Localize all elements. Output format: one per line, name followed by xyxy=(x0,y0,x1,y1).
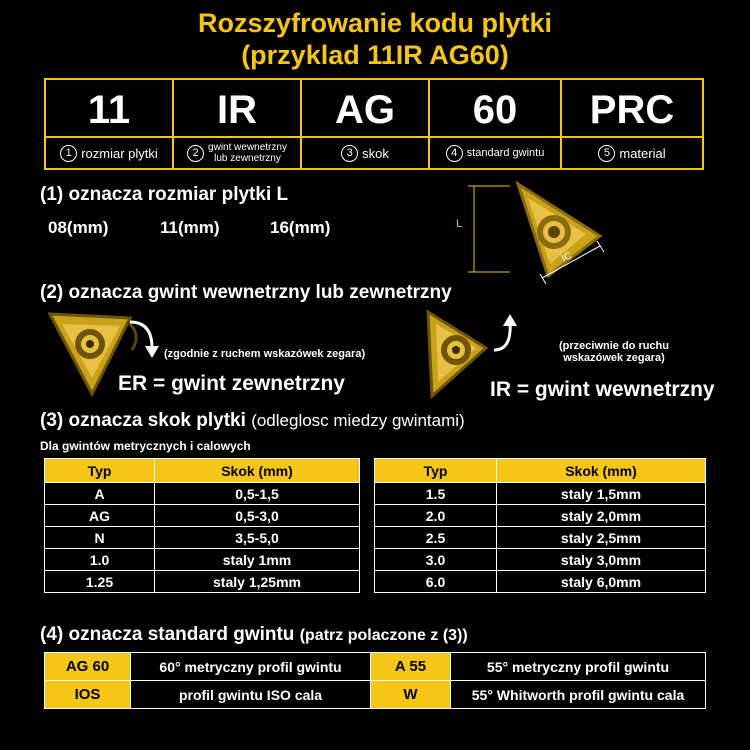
pitch-cell: staly 1,25mm xyxy=(155,571,360,593)
table-row xyxy=(45,483,360,505)
er-label: ER = gwint zewnetrzny xyxy=(118,372,345,395)
pitch-cell: staly 2,0mm xyxy=(497,505,706,527)
type-cell: 3.0 xyxy=(375,549,497,571)
code-size-value: 11 xyxy=(46,80,172,138)
pitch-cell: staly 3,0mm xyxy=(497,549,706,571)
number-circle-icon: 5 xyxy=(598,145,615,162)
ir-note-line2: wskazówek zegara) xyxy=(563,352,665,364)
size-11: 11(mm) xyxy=(160,218,220,237)
code-breakdown-table xyxy=(44,78,704,170)
type-cell: 1.25 xyxy=(45,571,155,593)
code-cell-size xyxy=(46,80,174,168)
code-direction-label xyxy=(174,138,300,168)
pitch-cell: staly 1mm xyxy=(155,549,360,571)
number-circle-icon: 4 xyxy=(446,145,463,162)
section4-heading-suffix: (patrz polaczone z (3)) xyxy=(299,627,468,644)
table-row xyxy=(45,571,360,593)
type-cell: N xyxy=(45,527,155,549)
table-row xyxy=(375,505,706,527)
thread-standard-table xyxy=(44,652,706,709)
pitch-cell: 3,5-5,0 xyxy=(155,527,360,549)
table-row xyxy=(45,681,706,709)
size-08: 08(mm) xyxy=(48,218,109,237)
col-header-type: Typ xyxy=(375,459,497,483)
table-row xyxy=(45,505,360,527)
standard-code-cell: W xyxy=(371,681,451,709)
table-row xyxy=(375,483,706,505)
section3-heading xyxy=(40,410,465,432)
insert-dimension-diagram xyxy=(450,176,620,288)
type-cell: 1.5 xyxy=(375,483,497,505)
pitch-table-right xyxy=(374,458,706,593)
standard-desc-cell: 60° metryczny profil gwintu xyxy=(131,653,371,681)
section3-heading-suffix: (odleglosc miedzy gwintami) xyxy=(251,411,465,430)
pitch-cell: 0,5-1,5 xyxy=(155,483,360,505)
code-cell-pitch xyxy=(302,80,430,168)
standard-code-cell: IOS xyxy=(45,681,131,709)
table-header-row xyxy=(375,459,706,483)
code-pitch-value: AG xyxy=(302,80,428,138)
number-circle-icon: 1 xyxy=(60,145,77,162)
table-row xyxy=(375,549,706,571)
size-16: 16(mm) xyxy=(270,218,331,237)
type-cell: AG xyxy=(45,505,155,527)
ir-note-line1: (przeciwnie do ruchu xyxy=(558,340,669,352)
code-pitch-label-text: skok xyxy=(362,145,389,161)
code-standard-label-text: standard gwintu xyxy=(466,147,545,159)
code-direction-value: IR xyxy=(174,80,300,138)
section1-heading: (1) oznacza rozmiar plytki L xyxy=(40,184,289,205)
code-material-label-text: material xyxy=(619,145,666,161)
standard-code-cell: A 55 xyxy=(371,653,451,681)
number-circle-icon: 3 xyxy=(341,145,358,162)
code-cell-material xyxy=(562,80,702,168)
table-row xyxy=(375,571,706,593)
section4-heading xyxy=(40,624,468,646)
pitch-cell: staly 6,0mm xyxy=(497,571,706,593)
dimension-l-label: L xyxy=(456,218,463,230)
table-row xyxy=(45,527,360,549)
table-row xyxy=(375,527,706,549)
code-material-label xyxy=(562,138,702,168)
code-size-label-text: rozmiar plytki xyxy=(81,145,158,161)
table-row xyxy=(45,549,360,571)
code-cell-standard xyxy=(430,80,562,168)
ir-label: IR = gwint wewnetrzny xyxy=(490,378,715,401)
code-standard-label xyxy=(430,138,560,168)
standard-code-cell: AG 60 xyxy=(45,653,131,681)
number-circle-icon: 2 xyxy=(187,145,204,162)
code-size-label xyxy=(46,138,172,168)
code-standard-value: 60 xyxy=(430,80,560,138)
code-direction-label-line1: gwint wewnetrzny xyxy=(208,142,287,153)
pitch-table-left xyxy=(44,458,360,593)
col-header-pitch: Skok (mm) xyxy=(497,459,706,483)
section3-heading-main: (3) oznacza skok plytki xyxy=(40,410,246,431)
type-cell: 2.5 xyxy=(375,527,497,549)
section4-heading-main: (4) oznacza standard gwintu xyxy=(40,624,295,645)
page-title: Rozszyfrowanie kodu plytki xyxy=(197,8,553,38)
dimension-ic-label: IC xyxy=(560,250,574,265)
ir-direction-note xyxy=(534,340,694,364)
section2-heading: (2) oznacza gwint wewnetrzny lub zewnetrzny xyxy=(40,282,452,303)
col-header-type: Typ xyxy=(45,459,155,483)
code-direction-label-line2: lub zewnetrzny xyxy=(214,153,281,164)
counterclockwise-arrow-icon xyxy=(494,322,510,350)
pitch-cell: staly 2,5mm xyxy=(497,527,706,549)
type-cell: 2.0 xyxy=(375,505,497,527)
standard-desc-cell: profil gwintu ISO cala xyxy=(131,681,371,709)
standard-desc-cell: 55° Whitworth profil gwintu cala xyxy=(451,681,706,709)
table-row xyxy=(45,653,706,681)
table-header-row xyxy=(45,459,360,483)
type-cell: A xyxy=(45,483,155,505)
er-direction-note: (zgodnie z ruchem wskazówek zegara) xyxy=(164,348,366,360)
code-direction-label-text xyxy=(208,142,287,164)
standard-desc-cell: 55° metryczny profil gwintu xyxy=(451,653,706,681)
page-subtitle: (przyklad 11IR AG60) xyxy=(241,40,509,70)
code-pitch-label xyxy=(302,138,428,168)
col-header-pitch: Skok (mm) xyxy=(155,459,360,483)
pitch-cell: 0,5-3,0 xyxy=(155,505,360,527)
code-cell-direction xyxy=(174,80,302,168)
code-material-value: PRC xyxy=(562,80,702,138)
section3-subheading: Dla gwintów metrycznych i calowych xyxy=(40,439,251,453)
type-cell: 1.0 xyxy=(45,549,155,571)
pitch-cell: staly 1,5mm xyxy=(497,483,706,505)
type-cell: 6.0 xyxy=(375,571,497,593)
